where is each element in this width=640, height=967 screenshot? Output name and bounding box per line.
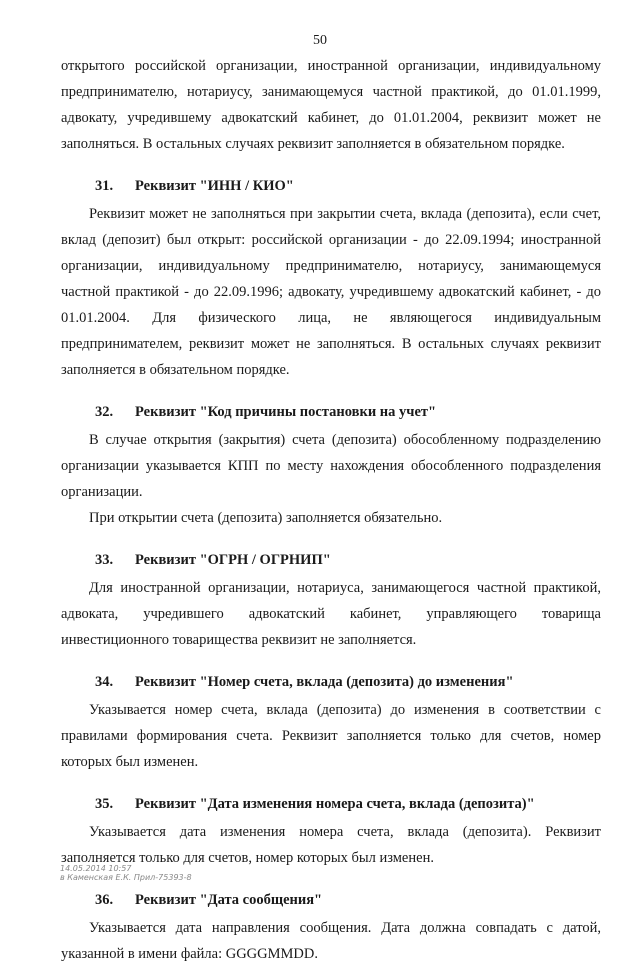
section-heading [61, 669, 601, 695]
section-paragraph: В случае открытия (закрытия) счета (депозита) обособленному подразделению организации указывается КПП по месту нахождения обособленного подразделения организации. [61, 432, 601, 500]
section-36 [61, 887, 601, 967]
section-number: 33. [95, 552, 114, 568]
footer-line-author: в Каменская Е.К. Прил-75393-8 [60, 873, 192, 882]
section-34 [61, 669, 601, 775]
section-paragraph: Указывается номер счета, вклада (депозита) до изменения в соответствии с правилами формирования счета. Реквизит заполняется только для счетов, номер которых был изменен. [61, 702, 601, 770]
footer-line-timestamp: 14.05.2014 10:57 [60, 864, 132, 873]
section-heading [61, 399, 601, 425]
section-paragraph: Указывается дата изменения номера счета, вклада (депозита). Реквизит заполняется только для счетов, номер которых был изменен. [61, 824, 601, 866]
section-35 [61, 791, 601, 871]
section-32 [61, 399, 601, 531]
page-number: 50 [313, 33, 327, 48]
section-paragraph: Указывается дата направления сообщения. Дата должна совпадать с датой, указанной в имени файла: GGGGMMDD. [61, 920, 601, 962]
section-number: 34. [95, 674, 114, 690]
section-33 [61, 547, 601, 653]
section-number: 36. [95, 892, 114, 908]
section-heading [61, 547, 601, 573]
document-body [61, 53, 601, 967]
section-number: 31. [95, 178, 114, 194]
print-footer [60, 864, 192, 882]
section-title: Реквизит "Дата изменения номера счета, вклада (депозита)" [135, 796, 535, 812]
section-title: Реквизит "Номер счета, вклада (депозита) до изменения" [135, 674, 514, 690]
section-paragraph: При открытии счета (депозита) заполняется обязательно. [89, 510, 443, 526]
section-paragraph: Для иностранной организации, нотариуса, занимающегося частной практикой, адвоката, учредившего адвокатский кабинет, управляющего товарища инвестиционного товарищества реквизит не заполняется. [61, 580, 601, 648]
section-31 [61, 173, 601, 383]
intro-paragraph: открытого российской организации, иностранной организации, индивидуальному предпринимателю, нотариусу, занимающемуся частной практикой, до 01.01.1999, адвокату, учредившему адвокатский кабинет, до 01.01.2004, реквизит может не заполняться. В остальных случаях реквизит заполняется в обязательном порядке. [61, 58, 601, 152]
section-title: Реквизит "Дата сообщения" [135, 892, 323, 908]
section-heading [61, 887, 601, 913]
section-title: Реквизит "ИНН / КИО" [135, 178, 294, 194]
section-title: Реквизит "ОГРН / ОГРНИП" [135, 552, 331, 568]
section-paragraph: Реквизит может не заполняться при закрытии счета, вклада (депозита), если счет, вклад (депозит) был открыт: российской организации - до 22.09.1994; иностранной организации, индивидуальному предпринимателю, нотариусу, занимающемуся частной практикой - до 22.09.1996; адвокату, учредившему адвокатский кабинет, - до 01.01.2004. Для физического лица, не являющегося индивидуальным предпринимателем, реквизит может не заполняться. В остальных случаях реквизит заполняется в обязательном порядке. [61, 206, 601, 378]
section-heading [61, 173, 601, 199]
section-heading [61, 791, 601, 817]
section-title: Реквизит "Код причины постановки на учет" [135, 404, 437, 420]
section-number: 35. [95, 796, 114, 812]
section-number: 32. [95, 404, 114, 420]
